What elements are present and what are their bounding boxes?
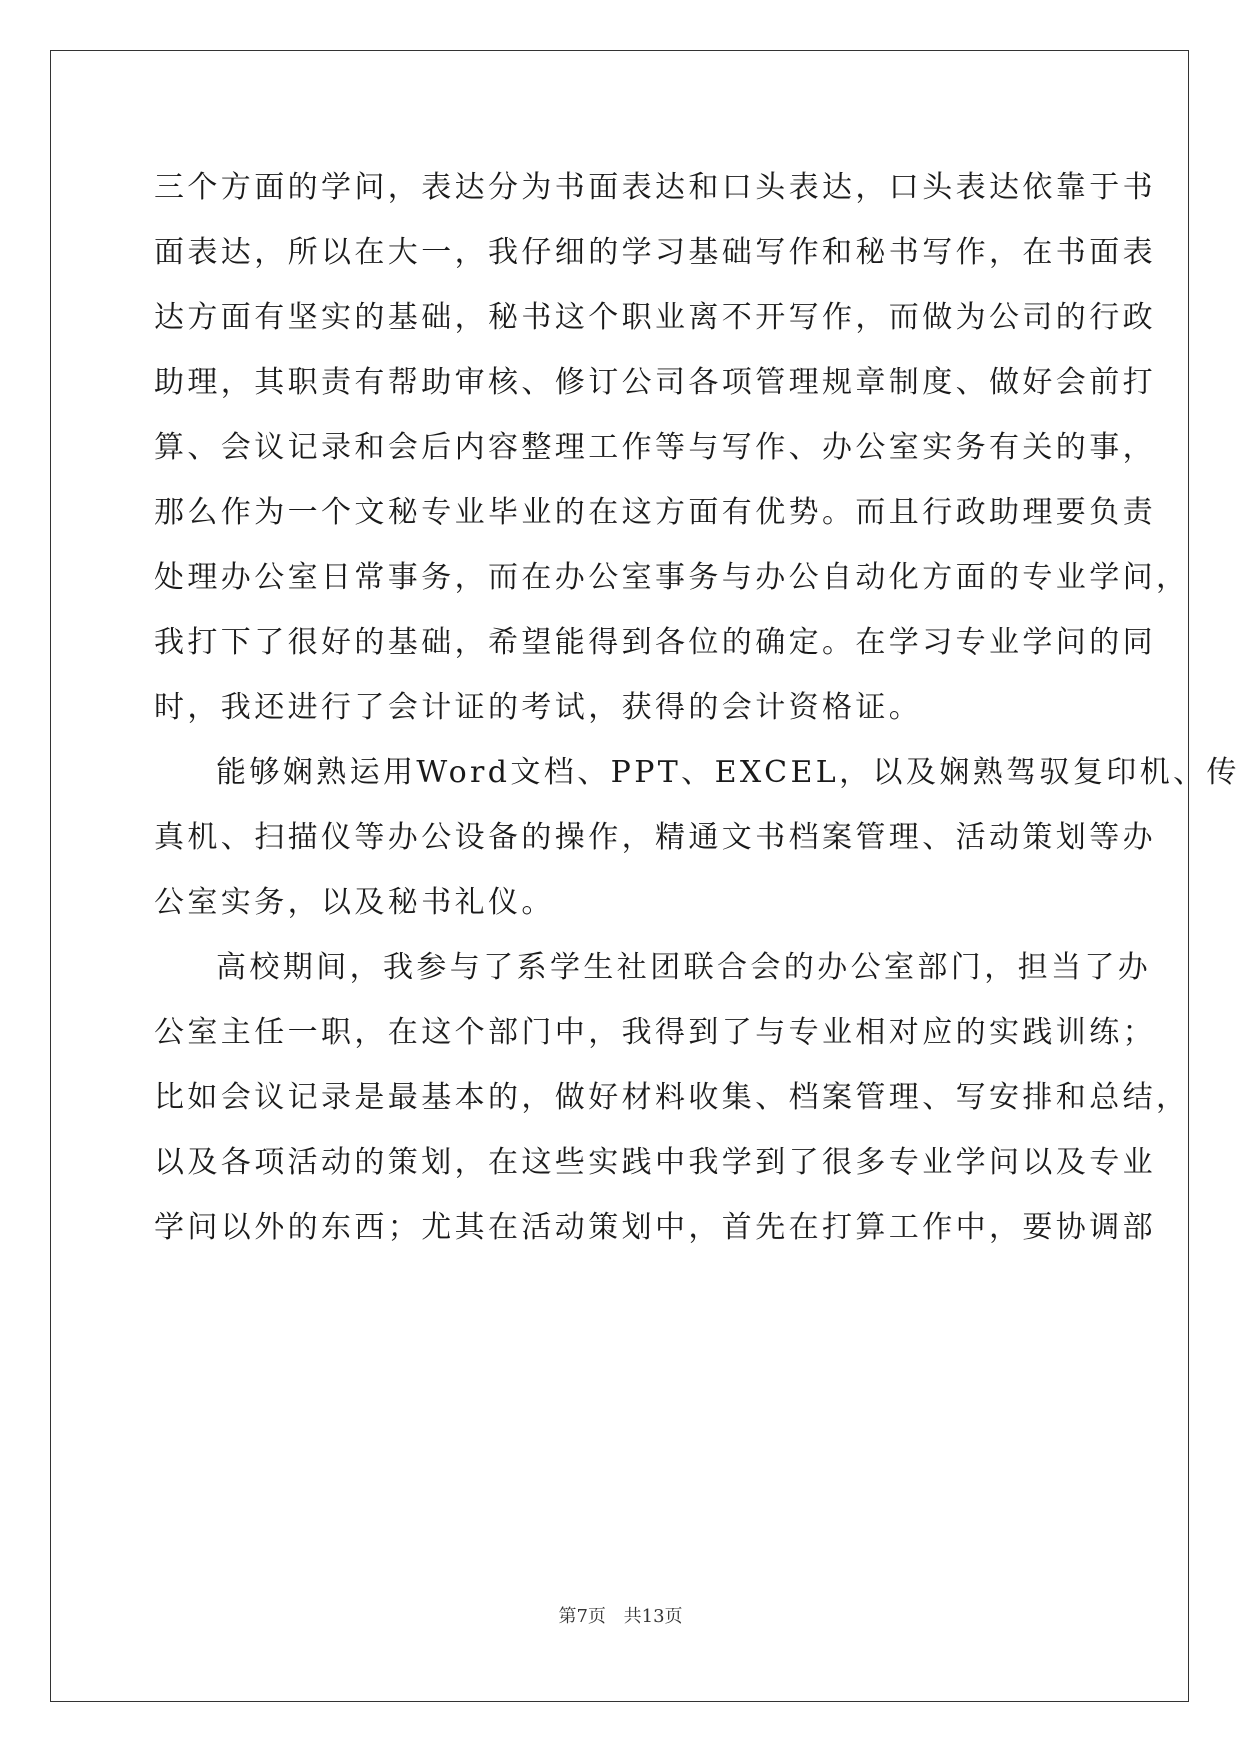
paragraph-first-line: 能够娴熟运用Word文档、PPT、EXCEL，以及娴熟驾驭复印机、传 <box>216 755 1240 790</box>
text-line: 达方面有坚实的基础，秘书这个职业离不开写作，而做为公司的行政 <box>154 300 1156 335</box>
text-line: 以及各项活动的策划，在这些实践中我学到了很多专业学问以及专业 <box>154 1145 1156 1180</box>
page-total: 共13页 <box>623 1606 683 1627</box>
text-line: 算、会议记录和会后内容整理工作等与写作、办公室实务有关的事， <box>154 430 1156 465</box>
text-line: 公室实务，以及秘书礼仪。 <box>154 885 555 920</box>
text-line: 时，我还进行了会计证的考试，获得的会计资格证。 <box>154 690 923 725</box>
text-line: 公室主任一职，在这个部门中，我得到了与专业相对应的实践训练； <box>154 1015 1156 1050</box>
text-line: 比如会议记录是最基本的，做好材料收集、档案管理、写安排和总结， <box>154 1080 1190 1115</box>
text-line: 那么作为一个文秘专业毕业的在这方面有优势。而且行政助理要负责 <box>154 495 1156 530</box>
text-line: 三个方面的学问，表达分为书面表达和口头表达，口头表达依靠于书 <box>154 170 1156 205</box>
page-footer <box>0 1606 1241 1628</box>
text-line: 真机、扫描仪等办公设备的操作，精通文书档案管理、活动策划等办 <box>154 820 1156 855</box>
paragraph-first-line: 高校期间，我参与了系学生社团联合会的办公室部门，担当了办 <box>216 950 1152 985</box>
text-line: 处理办公室日常事务，而在办公室事务与办公自动化方面的专业学问， <box>154 560 1190 595</box>
text-line: 助理，其职责有帮助审核、修订公司各项管理规章制度、做好会前打 <box>154 365 1156 400</box>
text-line: 面表达，所以在大一，我仔细的学习基础写作和秘书写作，在书面表 <box>154 235 1156 270</box>
page-border <box>50 50 1189 1702</box>
text-line: 我打下了很好的基础，希望能得到各位的确定。在学习专业学问的同 <box>154 625 1156 660</box>
text-line: 学问以外的东西；尤其在活动策划中，首先在打算工作中，要协调部 <box>154 1210 1156 1245</box>
page-number: 第7页 <box>558 1606 606 1627</box>
